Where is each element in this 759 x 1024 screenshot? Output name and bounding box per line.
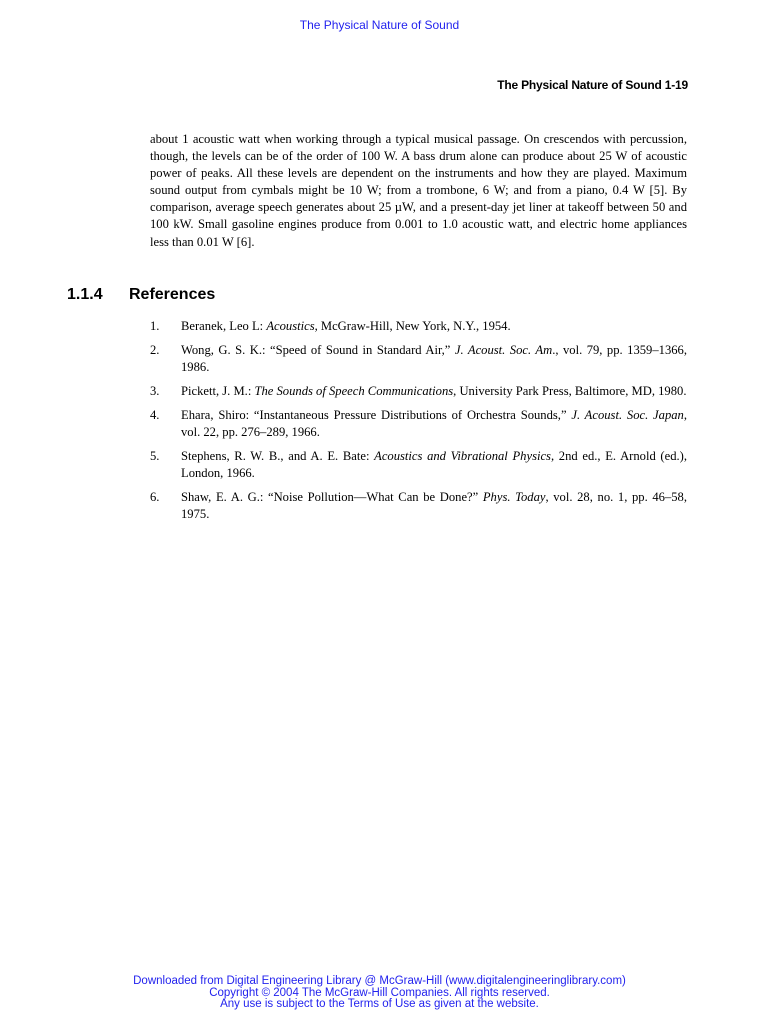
reference-text: Ehara, Shiro: “Instantaneous Pressure Distributions of Orchestra Sounds,” bbox=[181, 408, 572, 422]
reference-number: 1. bbox=[150, 319, 160, 333]
reference-number: 3. bbox=[150, 384, 160, 398]
section-heading bbox=[67, 286, 215, 304]
reference-source: J. Acoust. Soc. Am bbox=[454, 343, 553, 357]
section-title: References bbox=[129, 286, 216, 303]
section-number: 1.1.4 bbox=[67, 286, 103, 303]
reference-source: Phys. Today bbox=[482, 490, 546, 504]
reference-item bbox=[150, 318, 687, 335]
reference-number: 4. bbox=[150, 408, 160, 422]
reference-details: , vol. 22, pp. 276–289, 1966. bbox=[181, 408, 687, 439]
reference-item bbox=[150, 489, 687, 523]
body-paragraph: about 1 acoustic watt when working through a typical musical passage. On crescendos with percussion, though, the levels can be of the order of 100 W. A bass drum alone can produce about 25 W of acoustic power of peaks. All these levels are dependent on the instruments and how they are played. Maximum sound output from cymbals might be 10 W; from a trombone, 6 W; and from a piano, 0.4 W [5]. By comparison, average speech generates about 25 µW, and a present-day jet liner at takeoff between 50 and 100 kW. Small gasoline engines produce from 0.001 to 1.0 acoustic watt, and electric home appliances less than 0.01 W [6]. bbox=[150, 132, 687, 249]
reference-number: 2. bbox=[150, 343, 160, 357]
reference-text: Pickett, J. M.: bbox=[181, 384, 255, 398]
reference-details: 2nd ed., E. Arnold (ed.), London, 1966. bbox=[181, 449, 687, 480]
reference-text: Wong, G. S. K.: “Speed of Sound in Standard Air,” bbox=[181, 343, 455, 357]
reference-details: McGraw-Hill, New York, N.Y., 1954. bbox=[317, 319, 511, 333]
reference-item bbox=[150, 342, 687, 376]
reference-source: J. Acoust. Soc. Japan bbox=[571, 408, 684, 422]
references-list bbox=[150, 318, 687, 530]
reference-details: , University Park Press, Baltimore, MD, 1980. bbox=[453, 384, 687, 398]
footer-notice bbox=[0, 976, 759, 1011]
reference-item bbox=[150, 448, 687, 482]
chapter-title-link[interactable]: The Physical Nature of Sound bbox=[299, 18, 460, 32]
reference-number: 5. bbox=[150, 449, 160, 463]
reference-text: Beranek, Leo L: bbox=[181, 319, 267, 333]
footer-download-link[interactable]: Downloaded from Digital Engineering Library @ McGraw-Hill (www.digitalengineeringlibrary.com) bbox=[133, 975, 626, 987]
reference-details: , vol. 28, no. 1, pp. 46–58, 1975. bbox=[181, 490, 687, 521]
reference-text: Stephens, R. W. B., and A. E. Bate: bbox=[181, 449, 375, 463]
reference-item bbox=[150, 407, 687, 441]
footer-copyright[interactable]: Copyright © 2004 The McGraw-Hill Companies. All rights reserved. bbox=[209, 986, 550, 999]
reference-item bbox=[150, 383, 687, 400]
reference-text: Shaw, E. A. G.: “Noise Pollution—What Can be Done?” bbox=[181, 490, 483, 504]
reference-details: ., vol. 79, pp. 1359–1366, 1986. bbox=[181, 343, 687, 374]
running-head: The Physical Nature of Sound 1-19 bbox=[497, 78, 688, 92]
reference-source: Acoustics, bbox=[266, 319, 318, 333]
reference-source: The Sounds of Speech Communications bbox=[254, 384, 454, 398]
reference-number: 6. bbox=[150, 490, 160, 504]
footer-terms[interactable]: Any use is subject to the Terms of Use as given at the website. bbox=[220, 998, 539, 1010]
reference-source: Acoustics and Vibrational Physics, bbox=[374, 449, 555, 463]
